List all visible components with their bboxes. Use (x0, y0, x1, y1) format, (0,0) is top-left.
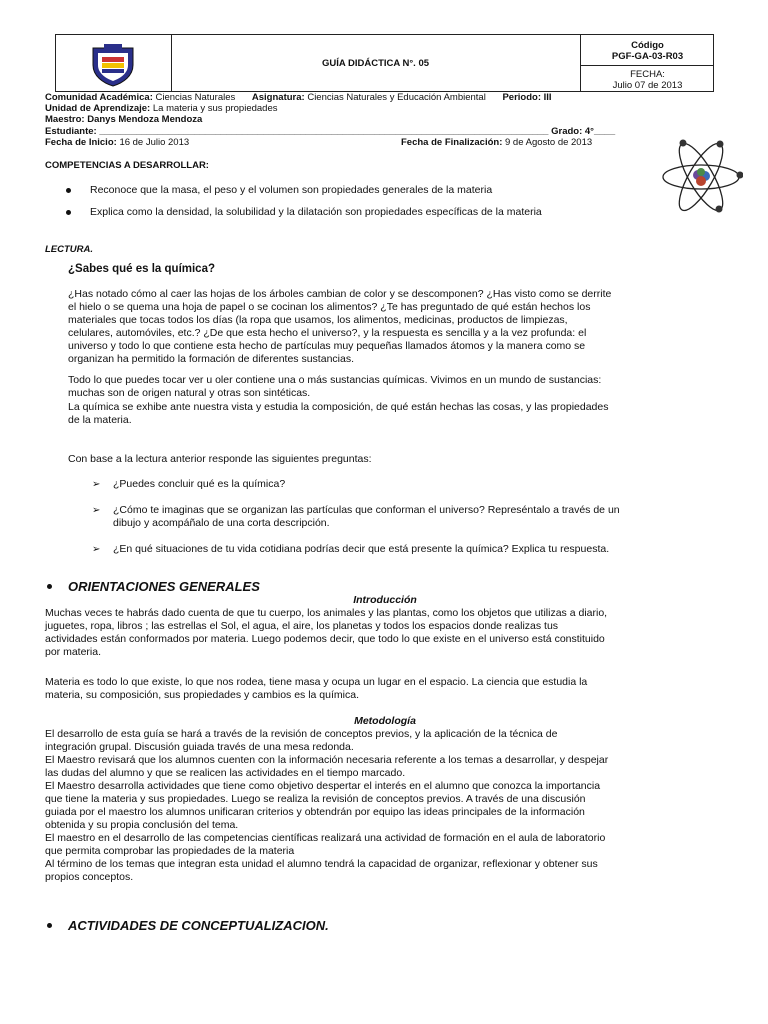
comunidad-label: Comunidad Académica: (45, 92, 153, 103)
metodologia-title: Metodología (354, 715, 416, 727)
comunidad-value: Ciencias Naturales (155, 92, 236, 103)
code-label: Código (631, 40, 664, 51)
bullet-dot (47, 923, 52, 928)
grado-label: Grado: 4°____ (551, 126, 616, 137)
arrow-bullet-icon: ➢ (92, 505, 101, 516)
info-row-comunidad (45, 92, 725, 103)
competencia-item: Explica como la densidad, la solubilidad y la dilatación son propiedades específicas de la materia (90, 206, 542, 218)
unidad-value: La materia y sus propiedades (152, 103, 278, 114)
competencia-item: Reconoce que la masa, el peso y el volumen son propiedades generales de la materia (90, 184, 493, 196)
info-row-inicio (45, 137, 189, 148)
introduccion-title: Introducción (353, 594, 417, 606)
school-shield-logo-icon (90, 43, 136, 87)
inicio-value: 16 de Julio 2013 (119, 137, 190, 148)
atom-icon (659, 135, 743, 219)
unidad-label: Unidad de Aprendizaje: (45, 103, 151, 114)
code-cell (580, 35, 714, 91)
date-label: FECHA: (630, 69, 665, 80)
question-2: ¿Cómo te imaginas que se organizan las partículas que conforman el universo? Represéntalo a través de un dibujo y acompáñalo de una corta descripción. (113, 504, 620, 529)
introduccion-paragraph-1: Muchas veces te habrás dado cuenta de que tu cuerpo, los animales y las plantas, como los objetos que utilizas a diario, juguetes, ropa, libros ; las estrellas el Sol, el agua, el aire, los planetas y todos los espacios donde realizas tus actividades están conformados por materia. Luego podemos decir, que todo lo que existe en el universo está constituido por materia. (45, 607, 608, 658)
arrow-bullet-icon: ➢ (92, 544, 101, 555)
estudiante-line[interactable]: _____________________________________________________________________________________ (99, 126, 549, 137)
orientaciones-title: ORIENTACIONES GENERALES (68, 579, 260, 594)
periodo-label: Periodo: III (502, 92, 552, 103)
asignatura-label: Asignatura: (251, 92, 305, 103)
guide-title: GUÍA DIDÁCTICA N°. 05 (321, 58, 430, 69)
asignatura-value: Ciencias Naturales y Educación Ambiental (307, 92, 486, 103)
info-row-estudiante (45, 126, 665, 137)
question-1: ¿Puedes concluir qué es la química? (113, 478, 286, 490)
maestro-label: Maestro: Danys Mendoza Mendoza (45, 114, 203, 125)
bullet-dot (47, 584, 52, 589)
estudiante-label: Estudiante: (45, 126, 97, 137)
lectura-label: LECTURA. (45, 244, 94, 255)
logo-cell (56, 35, 172, 91)
question-3: ¿En qué situaciones de tu vida cotidiana podrías decir que está presente la química? Explica tu respuesta. (113, 543, 610, 555)
arrow-bullet-icon: ➢ (92, 479, 101, 490)
code-value: PGF-GA-03-R03 (611, 51, 684, 62)
competencias-title: COMPETENCIAS A DESARROLLAR: (45, 160, 209, 171)
date-value: Julio 07 de 2013 (612, 80, 683, 91)
lectura-paragraph-2: Todo lo que puedes tocar ver u oler contiene una o más sustancias químicas. Vivimos en un mundo de sustancias: muchas son de origen natural y otras son sintéticas. (68, 374, 602, 399)
final-value: 9 de Agosto de 2013 (505, 137, 593, 148)
lectura-paragraph-1: ¿Has notado cómo al caer las hojas de los árboles cambian de color y se descomponen? ¿Has visto como se derrite el hielo o se quema una hoja de papel o se cocinan los alimentos? ¿Te has preguntado de qué están hechos los materiales que tocas todos los días (la ropa que usamos, los alimentos, medicinas, productos de limpiezas, celulares, automóviles, etc.? ¿De que esta hecho el universo?, y la respuesta es sencilla y a la vez profunda: el universo y todo lo que contiene esta hecho de partículas muy pequeñas llamados átomos y la manera como se organizan ha permitido la formación de diferentes sustancias. (68, 288, 612, 365)
actividades-title: ACTIVIDADES DE CONCEPTUALIZACION. (68, 918, 329, 933)
introduccion-paragraph-2: Materia es todo lo que existe, lo que nos rodea, tiene masa y ocupa un lugar en el espacio. La ciencia que estudia la materia, su composición, sus propiedades y cambios es la química. (45, 676, 588, 701)
info-row-final (401, 137, 592, 148)
lectura-paragraph-3: La química se exhibe ante nuestra vista y estudia la composición, de qué están hechas las cosas, y las propiedades de la materia. (68, 401, 609, 426)
bullet-dot (66, 210, 71, 215)
info-row-unidad (45, 103, 278, 114)
lectura-question: ¿Sabes qué es la química? (68, 263, 215, 275)
inicio-label: Fecha de Inicio: (45, 137, 117, 148)
final-label: Fecha de Finalización: (401, 137, 503, 148)
metodologia-paragraph: El desarrollo de esta guía se hará a través de la revisión de conceptos previos, y la aplicación de la técnica de integración grupal. Discusión guiada través de una mesa redonda. El Maestro revisará que los alumnos cuenten con la información necesaria referente a los temas a desarrollar, y despejar las dudas del alumno y que se realicen las actividades en el tiempo marcado. El Maestro desarrolla actividades que tiene como objetivo despertar el interés en el alumno que conozca la importancia que tiene la materia y sus propiedades. Luego se realiza la revisión de conceptos previos. A través de una discusión guiada por el maestro los alumnos unificaran criterios y obtendrán por equipo las ideas principales de la información obtenida y su propia conclusión del tema. El maestro en el desarrollo de las competencias científicas realizará una actividad de formación en el aula de laboratorio que permita comprobar las propiedades de la materia Al término de los temas que integran esta unidad el alumno tendrá la capacidad de organizar, reflexionar y obtener sus propios conceptos. (45, 728, 609, 883)
bullet-dot (66, 188, 71, 193)
header-table (55, 34, 714, 92)
questions-instruction: Con base a la lectura anterior responde las siguientes preguntas: (68, 453, 372, 465)
